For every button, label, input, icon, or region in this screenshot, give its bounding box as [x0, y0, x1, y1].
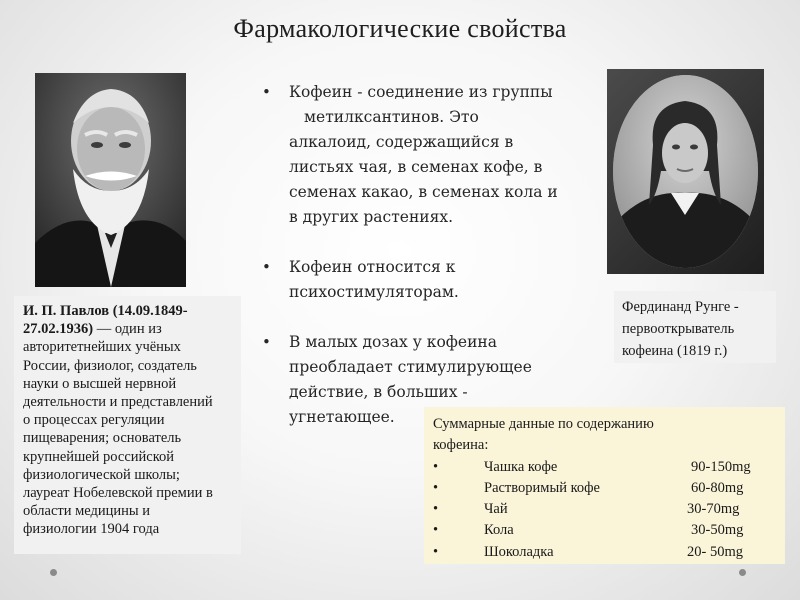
bullet-line: метилксантинов. Это — [304, 108, 479, 126]
bullet-line: психостимуляторам. — [289, 283, 459, 301]
table-row — [433, 457, 777, 478]
row-name: Чашка кофе — [484, 458, 558, 475]
row-name: Кола — [484, 522, 514, 539]
row-value: 90-150mg — [691, 458, 751, 475]
table-row — [433, 520, 777, 541]
pavlov-desc-start: — один из — [93, 321, 162, 338]
bullet-marker: • — [262, 333, 271, 351]
bullet-line: листьях чая, в семенах кофе, в — [289, 158, 543, 176]
bullet-line: угнетающее. — [289, 408, 395, 426]
pavlov-name-dates: И. П. Павлов (14.09.1849- — [23, 303, 188, 319]
caption-line: Фердинанд Рунге - — [622, 299, 739, 315]
table-heading: кофеина: — [433, 437, 489, 454]
bullet-marker: • — [262, 258, 271, 276]
decorative-dot — [739, 569, 746, 576]
row-name: Шоколадка — [484, 543, 554, 560]
table-row — [433, 499, 777, 520]
bullet-marker: • — [262, 83, 271, 101]
pavlov-desc-line: России, физиолог, создатель — [23, 357, 197, 374]
pavlov-desc-line: лауреат Нобелевской премии в — [23, 485, 213, 502]
table-row — [433, 478, 777, 499]
caption-line: кофеина (1819 г.) — [622, 343, 728, 359]
row-value: 30-70mg — [687, 501, 740, 518]
pavlov-bio — [14, 296, 241, 554]
bullet-line: действие, в больших - — [289, 383, 468, 401]
decorative-dot — [50, 569, 57, 576]
row-name: Растворимый кофе — [484, 479, 600, 496]
pavlov-desc-line: пищеварения; основатель — [23, 430, 182, 447]
pavlov-desc-line: области медицины и — [23, 503, 151, 520]
pavlov-portrait — [35, 73, 186, 287]
pavlov-desc-line: авторитетнейших учёных — [23, 339, 181, 356]
runge-portrait — [607, 69, 764, 274]
runge-caption — [614, 291, 776, 363]
list-item — [262, 80, 572, 230]
pavlov-desc-line: о процессах регуляции — [23, 412, 165, 429]
row-marker: • — [433, 522, 439, 539]
caffeine-content-table — [424, 407, 785, 564]
table-row — [433, 542, 777, 563]
row-value: 30-50mg — [691, 522, 744, 539]
slide-title: Фармакологические свойства — [233, 14, 567, 43]
bullet-line: алкалоид, содержащийся в — [289, 133, 514, 151]
row-name: Чай — [484, 501, 508, 518]
table-heading: Суммарные данные по содержанию — [433, 416, 654, 432]
bullet-line: Кофеин - соединение из группы — [289, 83, 553, 101]
list-item — [262, 255, 572, 305]
pavlov-dates-end: 27.02.1936) — [23, 321, 94, 338]
row-marker: • — [433, 458, 439, 475]
caption-line: первооткрыватель — [622, 321, 735, 337]
row-value: 60-80mg — [691, 479, 744, 496]
bullet-line: В малых дозах у кофеина — [289, 333, 497, 351]
pavlov-desc-line: физиологической школы; — [23, 466, 180, 483]
bullet-line: семенах какао, в семенах кола и — [289, 183, 558, 201]
caffeine-facts-list — [262, 80, 572, 430]
pavlov-desc-line: физиологии 1904 года — [23, 521, 160, 538]
row-marker: • — [433, 479, 439, 496]
bullet-line: в других растениях. — [289, 208, 454, 226]
bullet-line: Кофеин относится к — [289, 258, 456, 276]
bullet-line: преобладает стимулирующее — [289, 358, 532, 376]
pavlov-desc-line: крупнейшей российской — [23, 448, 175, 465]
pavlov-desc-line: науки о высшей нервной — [23, 375, 177, 392]
pavlov-desc-line: деятельности и представлений — [23, 394, 213, 411]
row-marker: • — [433, 543, 439, 560]
runge-oval-frame — [613, 75, 758, 268]
row-marker: • — [433, 501, 439, 518]
row-value: 20- 50mg — [687, 543, 743, 560]
